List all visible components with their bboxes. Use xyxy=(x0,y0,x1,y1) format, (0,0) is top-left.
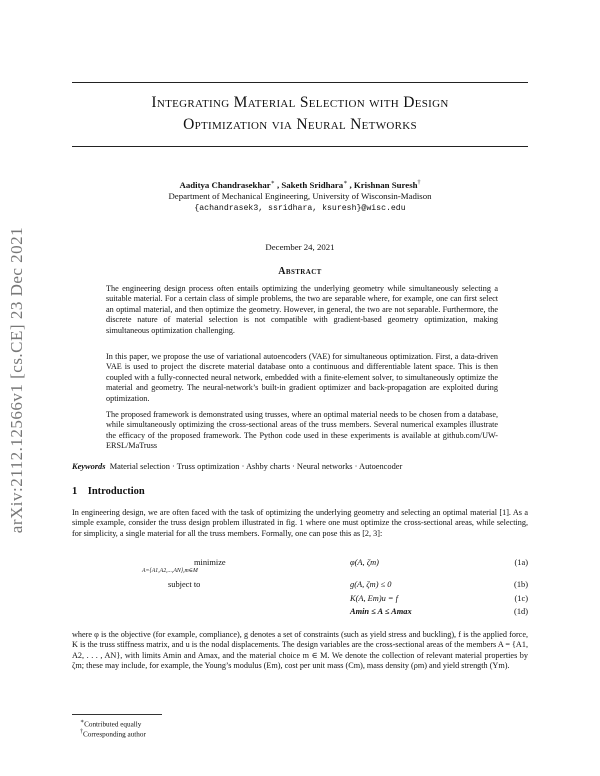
author-names: Aaditya Chandrasekhar∗ , Saketh Sridhara∗ , Krishnan Suresh† xyxy=(179,179,421,190)
department: Department of Mechanical Engineering, University of Wisconsin-Madison xyxy=(168,191,432,202)
keywords-text: Material selection · Truss optimization · Ashby charts · Neural networks · Autoencoder xyxy=(109,462,403,471)
title-top-rule xyxy=(72,82,528,83)
section-heading xyxy=(72,486,145,497)
date: December 24, 2021 xyxy=(265,242,335,252)
equation-1b: g(A, ζm) ≤ 0 xyxy=(350,580,392,589)
author-1: Aaditya Chandrasekhar xyxy=(179,179,271,190)
equation-number-1b: (1b) xyxy=(514,580,528,589)
arxiv-stamp: arXiv:2112.12566v1 [cs.CE] 23 Dec 2021 xyxy=(7,226,26,534)
footnote-2 xyxy=(80,729,146,738)
emails: {achandrasek3, ssridhara, ksuresh}@wisc.edu xyxy=(194,203,406,213)
minimize-subscript: A={A1,A2,...,AN},m∈M xyxy=(142,568,198,574)
equation-1c: K(A, Em)u = f xyxy=(350,594,398,603)
section-title: Introduction xyxy=(87,486,145,497)
equation-number-1d: (1d) xyxy=(514,607,528,616)
footnote-rule xyxy=(72,714,162,715)
subject-to-label: subject to xyxy=(168,580,201,589)
abstract-heading: Abstract xyxy=(278,266,322,277)
author-3: Krishnan Suresh xyxy=(353,179,418,190)
abstract-paragraph-2: In this paper, we propose the use of variational autoencoders (VAE) for simultaneous optimization. First, a data-driven VAE is used to project the discrete material database onto a continuous and differentiable latent space. This is then coupled with a fully-connected neural network, embedded with a finite-element solver, to simultaneously optimize the material and geometry. The neural-network’s built-in gradient optimizer and back-propagation are exploited during optimization. xyxy=(106,352,498,403)
intro-paragraph-1: In engineering design, we are often faced with the task of optimizing the underlying geometry and selecting an optimal material [1]. As a simple example, consider the truss design problem illustrated in fig. 1 where one must optimize the cross-sectional areas, while selecting, for simplicity, a single material for all the truss members. Formally, one can pose this as [2, 3]: xyxy=(72,508,528,538)
keywords-label: Keywords xyxy=(72,462,106,471)
keywords xyxy=(72,462,528,471)
author-1-mark: ∗ xyxy=(270,180,275,186)
section-number: 1 xyxy=(72,486,78,497)
minimize-label: minimize xyxy=(194,558,226,567)
abstract-paragraph-1: The engineering design process often entails optimizing the underlying geometry while simultaneously selecting a suitable material. For a certain class of simple problems, the two are separable where, for example, one can first select an optimal material, and then optimize the geometry. However, in general, the two are not separable. Furthermore, the discrete nature of material selection is not compatible with gradient-based geometry optimization, making simultaneous optimization challenging. xyxy=(106,284,498,335)
equation-number-1a: (1a) xyxy=(514,558,528,567)
author-2: Saketh Sridhara xyxy=(281,179,344,190)
footnote-1-mark: ∗ xyxy=(80,719,85,725)
title-bottom-rule xyxy=(72,146,528,147)
footnote-1-text: Contributed equally xyxy=(84,720,142,729)
footnote-1 xyxy=(80,718,141,728)
abstract-paragraph-3: The proposed framework is demonstrated using trusses, where an optimal material needs to be chosen from a database, while simultaneously optimizing the cross-sectional areas of the truss members. Several numerical examples illustrate the efficacy of the proposed framework. The Python code used in these experiments is available at github.com/UW-ERSL/MaTruss xyxy=(106,410,498,451)
equation-1d: Amin ≤ A ≤ Amax xyxy=(350,607,412,616)
equation-number-1c: (1c) xyxy=(514,594,528,603)
title-line-1: Integrating Material Selection with Design xyxy=(151,94,449,111)
paper-title xyxy=(72,92,528,136)
author-block xyxy=(72,178,528,214)
intro-paragraph-2: where φ is the objective (for example, compliance), g denotes a set of constraints (such as yield stress and buckling), f is the applied force, K is the truss stiffness matrix, and u is the nodal displacements. The design variables are the cross-sectional areas of the members A = {A1, A2, . . . , AN}, with limits Amin and Amax, and the material choice m ∈ M. We denote the collection of relevant material properties by ζm; these may include, for example, the Young’s modulus (Em), cost per unit mass (Cm), mass density (ρm) and yield strength (Ym). xyxy=(72,630,528,671)
author-2-mark: ∗ xyxy=(343,180,348,186)
footnote-2-text: Corresponding author xyxy=(83,730,146,739)
equation-1a: φ(A, ζm) xyxy=(350,558,379,567)
footnote-2-mark: † xyxy=(80,729,83,735)
author-3-mark: † xyxy=(417,180,421,186)
title-line-2: Optimization via Neural Networks xyxy=(183,116,417,133)
